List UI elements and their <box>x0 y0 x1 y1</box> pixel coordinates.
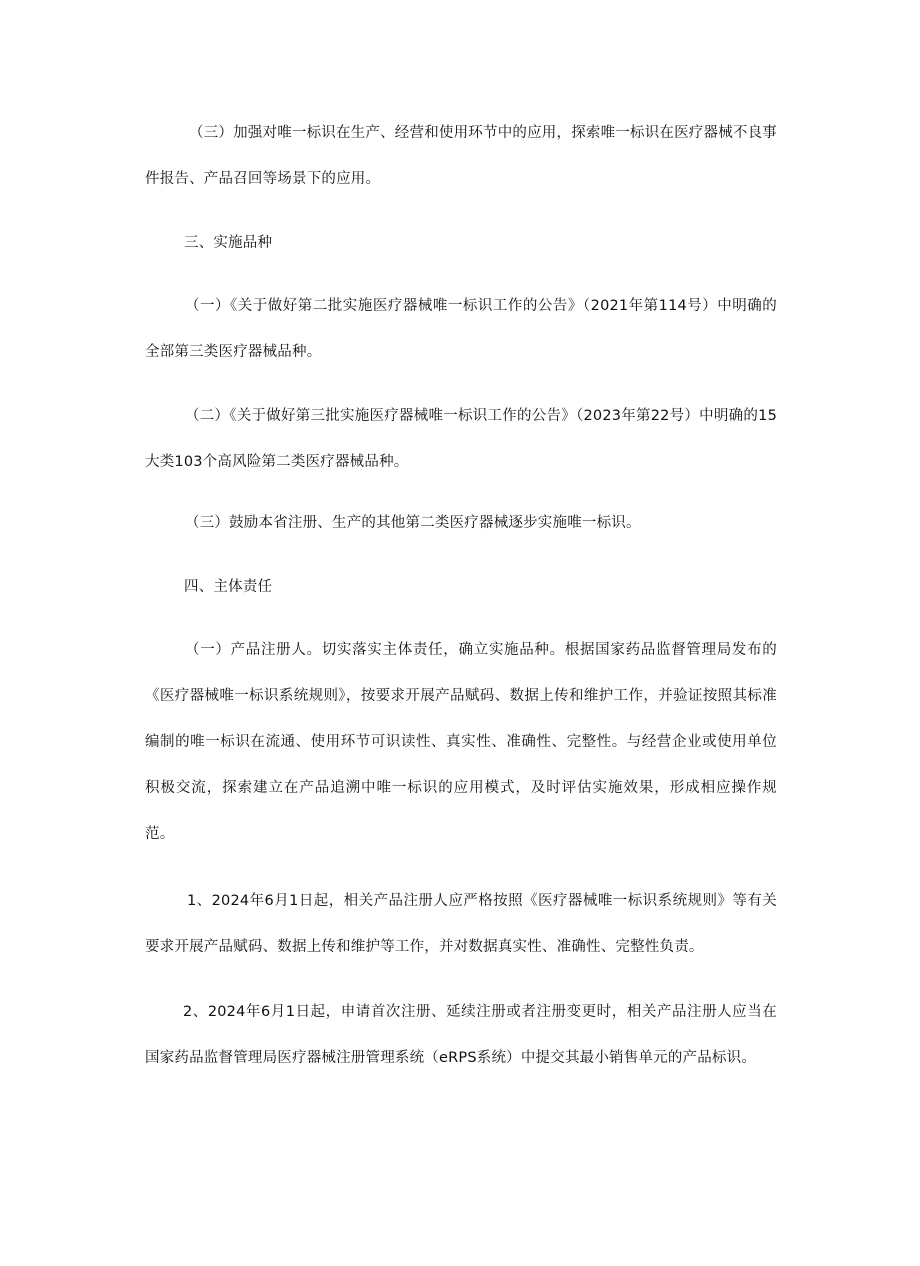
section-heading-main-responsibility: 四、主体责任 <box>184 579 273 595</box>
paragraph-item-2: 2、2024年6月1日起，申请首次注册、延续注册或者注册变更时，相关产品注册人应当在国家药品监督管理局医疗器械注册管理系统（eRPS系统）中提交其最小销售单元的产品标识。 <box>145 1004 777 1066</box>
paragraph-product-registrant: （一）产品注册人。切实落实主体责任，确立实施品种。根据国家药品监督管理局发布的《医疗器械唯一标识系统规则》，按要求开展产品赋码、数据上传和维护工作，并验证按照其标准编制的唯一标识在流通、使用环节可识读性、真实性、准确性、完整性。与经营企业或使用单位积极交流，探索建立在产品追溯中唯一标识的应用模式，及时评估实施效果，形成相应操作规范。 <box>145 642 777 842</box>
paragraph-third-class-devices: （一）《关于做好第二批实施医疗器械唯一标识工作的公告》（2021年第114号）中明确的全部第三类医疗器械品种。 <box>145 298 777 360</box>
paragraph-high-risk-second-class: （二）《关于做好第三批实施医疗器械唯一标识工作的公告》（2023年第22号）中明确的15大类103个高风险第二类医疗器械品种。 <box>145 408 777 470</box>
paragraph-encourage-other-devices: （三）鼓励本省注册、生产的其他第二类医疗器械逐步实施唯一标识。 <box>185 515 641 531</box>
section-heading-implementation-varieties: 三、实施品种 <box>184 235 273 251</box>
paragraph-item-1: 1、2024年6月1日起，相关产品注册人应严格按照《医疗器械唯一标识系统规则》等有关要求开展产品赋码、数据上传和维护等工作，并对数据真实性、准确性、完整性负责。 <box>145 893 777 955</box>
paragraph-application-scenarios: （三）加强对唯一标识在生产、经营和使用环节中的应用，探索唯一标识在医疗器械不良事件报告、产品召回等场景下的应用。 <box>145 125 777 187</box>
